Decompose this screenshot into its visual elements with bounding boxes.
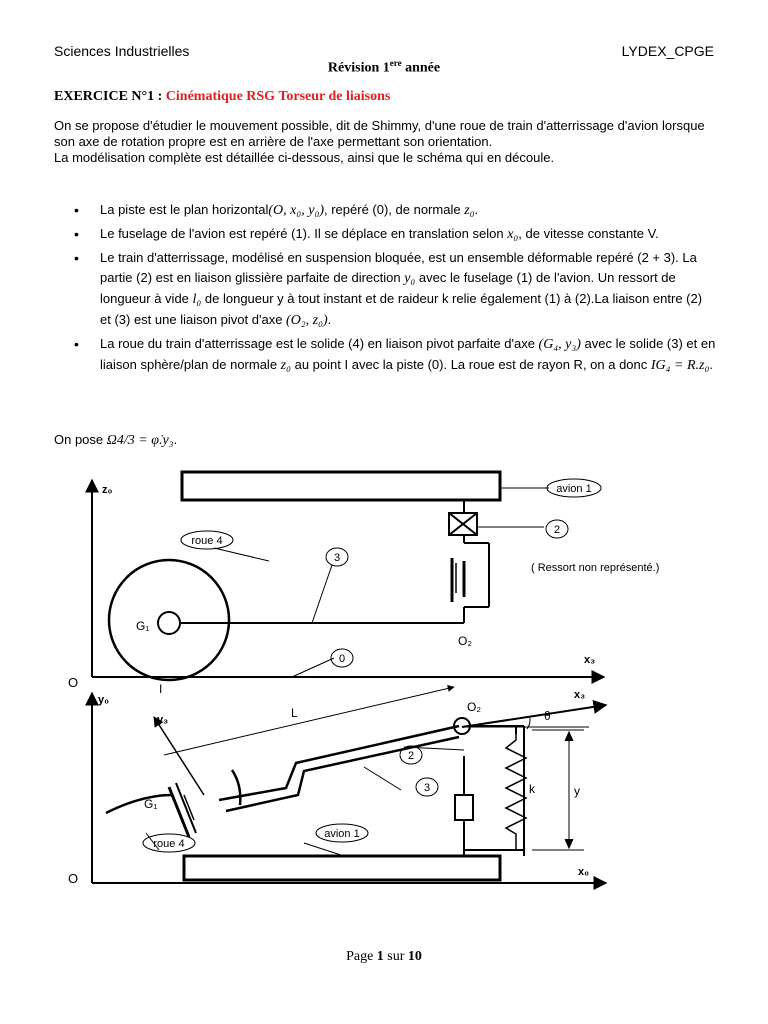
header-left: Sciences Industrielles	[54, 43, 190, 59]
label-g1-bottom: G₁	[144, 797, 158, 811]
axis-y3	[154, 717, 204, 795]
label-z0: z₀	[102, 484, 113, 496]
label-avion-top: avion 1	[556, 483, 592, 495]
label-theta: θ	[544, 709, 551, 723]
on-pose-line: On pose Ω4/3 = φ̇.y₃.	[54, 432, 178, 448]
label-k: k	[529, 782, 535, 796]
label-roue-top: roue 4	[191, 535, 223, 547]
label-o2-bottom: O₂	[467, 700, 481, 714]
intro-paragraph-1: On se propose d'étudier le mouvement possible, dit de Shimmy, d'une roue de train d'atterrissage d'avion lorsque son axe de rotation propre est en arrière de l'axe permettant son orientation.	[54, 118, 705, 149]
ressort-note: ( Ressort non représenté.)	[531, 562, 660, 574]
label-3-top: 3	[333, 552, 341, 564]
label-origin-top: O	[68, 675, 79, 690]
label-2-bottom: 2	[407, 750, 415, 762]
label-y: y	[574, 784, 580, 798]
label-roue-bottom: roue 4	[153, 838, 185, 850]
exercise-subject: Cinématique RSG Torseur de liaisons	[165, 89, 391, 104]
axis-x3-bottom	[462, 705, 606, 727]
label-y0: y₀	[98, 694, 110, 706]
dim-L	[164, 687, 454, 755]
top-figure	[92, 472, 604, 680]
bullet-fuselage: • Le fuselage de l'avion est repéré (1). Il se déplace en translation selon x₀, de vitesse constante V.	[54, 224, 716, 245]
header-right: LYDEX_CPGE	[621, 43, 714, 59]
label-L: L	[291, 706, 298, 720]
intro-paragraph-2: La modélisation complète est détaillée ci-dessous, ainsi que le schéma qui en découle.	[54, 150, 555, 165]
exercise-label: EXERCICE N°1 :	[54, 89, 166, 104]
roue-4-top	[109, 560, 229, 680]
exercise-title	[54, 89, 390, 105]
avion-body-top	[182, 472, 500, 500]
label-x0: x₀	[578, 866, 590, 878]
amortisseur	[455, 795, 473, 820]
mechanism-figure	[54, 465, 714, 895]
label-y3: y₃	[157, 714, 169, 726]
label-3-bottom: 3	[423, 782, 431, 794]
label-point-i: I	[159, 682, 163, 696]
bullet-roue: • La roue du train d'atterrissage est le solide (4) en liaison pivot parfaite d'axe (G₄, y₃) avec le solide (3) et en liaison sphère/plan de normale z₀ au point I avec la piste (0). La roue est de rayon R, on a donc IG₄ = R.z₀.	[54, 334, 716, 376]
label-x3-top: x₃	[584, 654, 596, 666]
label-2-top: 2	[553, 524, 561, 536]
label-o2-top: O₂	[458, 634, 472, 648]
revision-title: Révision 1ere année	[327, 58, 441, 76]
roue-4-bottom	[106, 795, 172, 813]
bullet-list	[54, 200, 716, 379]
label-avion-bottom: avion 1	[324, 828, 360, 840]
page-footer: Page 1 sur 10	[346, 949, 422, 964]
label-x3-bottom: x₃	[574, 689, 586, 701]
label-origin-bottom: O	[68, 871, 79, 886]
label-g1-top: G₁	[136, 619, 150, 633]
hub-g1-top	[158, 612, 180, 634]
avion-body-bottom	[184, 856, 500, 880]
label-0-top: 0	[338, 653, 346, 665]
intro-text	[54, 118, 714, 166]
bullet-train: • Le train d'atterrissage, modélisé en suspension bloquée, est un ensemble déformable repéré (2 + 3). La partie (2) est en liaison glissière parfaite de direction y₀ avec le fuselage (1) de l'avion. Un ressort de longueur à vide l₀ de longueur y à tout instant et de raideur k relie également (1) à (2).La liaison entre (2) et (3) est une liaison pivot d'axe (O₂, z₀).	[54, 248, 716, 331]
bullet-piste: • La piste est le plan horizontal(O, x₀, y₀), repéré (0), de normale z₀.	[54, 200, 716, 221]
